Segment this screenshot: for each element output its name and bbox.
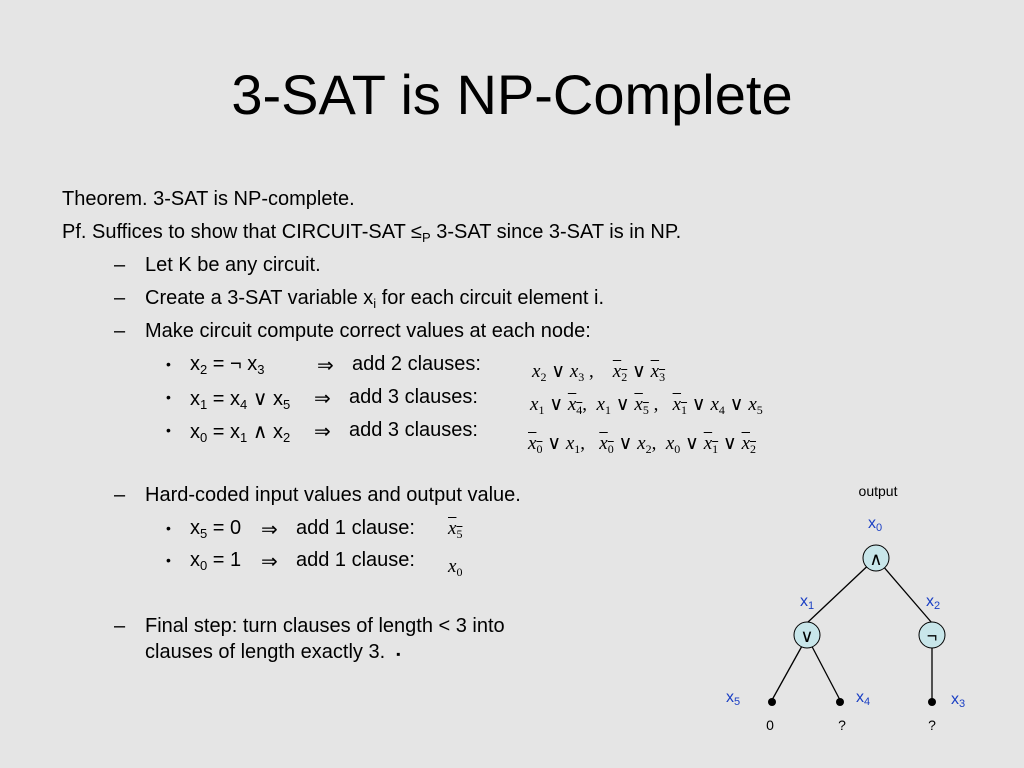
pf-suffix: 3-SAT since 3-SAT is in NP. [436,221,682,243]
dash-marker: – [114,484,126,506]
bullet-dot: • [166,422,171,438]
svg-text:∨: ∨ [800,626,814,646]
value-x5: 0 [766,717,774,733]
label-x0: x0 [868,515,883,534]
input-node-x3 [928,698,936,706]
step-create-sub: i [373,296,377,311]
implies-arrow: ⇒ [314,421,331,443]
label-x1: x1 [800,593,815,612]
clauses-or: $x_1$ ∨ $x_4$, $x_1$ ∨ $x_5$ , $x_1$ ∨ $x_4$ ∨ $x_5$ [530,394,763,417]
bullet-dot: • [166,356,171,372]
implies-arrow: ⇒ [317,355,334,377]
clause-x0: $x_0$ [448,556,463,579]
bullet-dot: • [166,389,171,405]
dash-marker: – [114,320,126,342]
bullet-dot: • [166,552,171,568]
dash-marker: – [114,615,126,637]
value-x4: ? [838,717,846,733]
step-create-variable [145,287,604,310]
edge-and-or [807,558,876,623]
theorem-line: Theorem. 3-SAT is NP-complete. [62,188,355,210]
add-clause-label: add 1 clause: [296,517,415,539]
slide-title: 3-SAT is NP-Complete [231,63,793,126]
step-make-circuit: Make circuit compute correct values at each node: [145,320,591,342]
step-final-line2: clauses of length exactly 3. ▪ [145,641,401,663]
input-x5-zero: $x_5 = 0$ [190,517,242,541]
add-clauses-label: add 2 clauses: [352,353,481,375]
add-clauses-label: add 3 clauses: [349,386,478,408]
label-x5: x5 [726,689,741,708]
implies-arrow: ⇒ [261,519,278,541]
value-x3: ? [928,717,936,733]
output-label: output [858,483,898,499]
constraint-x0-and: $x_0 = x_1$ ∧ $x_2$ [190,421,291,445]
constraint-x1-or: $x_1 = x_4$ ∨ $x_5$ [190,388,291,412]
step-create-pre: Create a 3-SAT variable x [145,287,374,309]
end-of-proof-mark: ▪ [396,647,401,661]
not-gate [919,622,945,648]
step-final-line1: Final step: turn clauses of length < 3 into [145,615,505,637]
input-node-x4 [836,698,844,706]
step-create-post: for each circuit element i. [376,287,605,309]
and-gate [863,545,889,571]
p-subscript: P [422,230,431,245]
svg-text:¬: ¬ [926,626,938,646]
step-let-k: Let K be any circuit. [145,254,321,276]
implies-arrow: ⇒ [314,388,331,410]
input-node-x5 [768,698,776,706]
dash-marker: – [114,287,126,309]
svg-text:∧: ∧ [869,549,883,569]
clauses-not: $x_2$ ∨ $x_3$ , $x_2$ ∨ $x_3$ [532,361,666,384]
or-gate [794,622,820,648]
constraint-x2-not-x3: $x_2$ = ¬ $x_3$ [190,353,265,377]
add-clause-label: add 1 clause: [296,549,415,571]
label-x4: x4 [856,689,871,708]
add-clauses-label: add 3 clauses: [349,419,478,441]
circuit-diagram [700,470,1000,750]
pf-line [62,221,681,244]
clause-not-x5: $x_5$ [448,518,463,541]
label-x2: x2 [926,593,941,612]
dash-marker: – [114,254,126,276]
input-x0-one: $x_0 = 1$ [190,549,242,573]
label-x3: x3 [951,691,966,710]
pf-prefix: Pf. Suffices to show that CIRCUIT-SAT [62,221,406,243]
step-hardcoded: Hard-coded input values and output value. [145,484,521,506]
bullet-dot: • [166,520,171,536]
clauses-and: $x_0$ ∨ $x_1$, $x_0$ ∨ $x_2$, $x_0$ ∨ $x_1$ ∨ $x_2$ [528,433,756,456]
leq-symbol: ≤ [411,221,423,243]
implies-arrow: ⇒ [261,551,278,573]
